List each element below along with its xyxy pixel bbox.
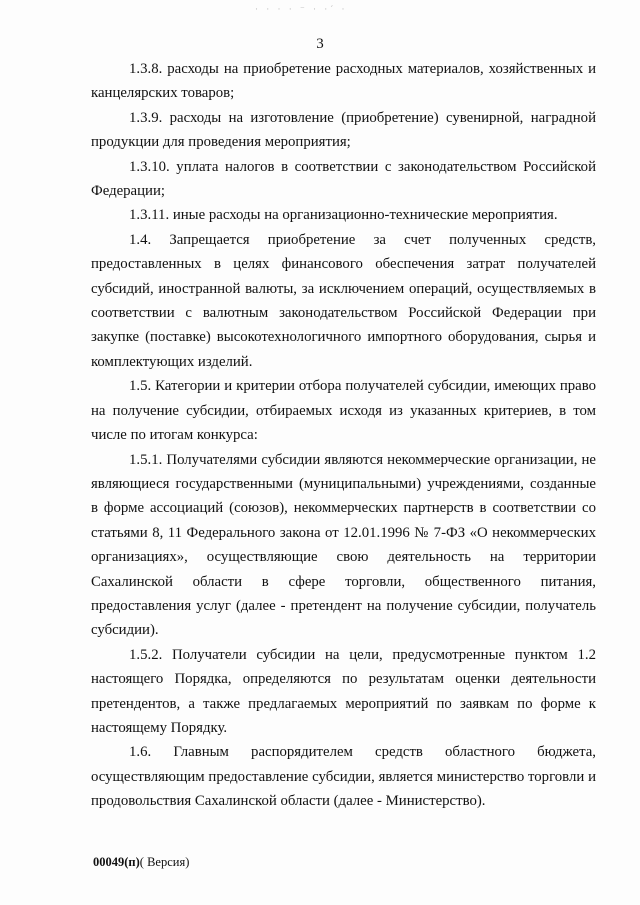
paragraph-1-3-11: 1.3.11. иные расходы на организационно-технические мероприятия. (129, 207, 558, 224)
paragraph-1-5-2: 1.5.2. Получатели субсидии на цели, предусмотренные пунктом 1.2 настоящего Порядка, определяются по результатам оценки деятельности претендентов, а также предлагаемых мероприятий по заявкам по форме к настоящему Порядку. (91, 646, 596, 736)
document-footer (93, 855, 189, 870)
paragraph-1-3-8: 1.3.8. расходы на приобретение расходных материалов, хозяйственных и канцелярских товаров; (91, 61, 596, 102)
document-body (91, 57, 596, 814)
paragraph-1-4: 1.4. Запрещается приобретение за счет полученных средств, предоставленных в целях финансового обеспечения затрат получателей субсидий, иностранной валюты, за исключением операций, осуществляемых в соответствии с валютным законодательством Российской Федерации при закупке (поставке) высокотехнологичного импортного оборудования, сырья и комплектующих изделий. (91, 231, 596, 370)
footer-code: 00049(п) (93, 855, 140, 869)
page-number: 3 (316, 36, 324, 52)
footer-version: ( Версия) (139, 855, 190, 869)
paragraph-1-5: 1.5. Категории и критерии отбора получателей субсидии, имеющих право на получение субсидии, отбираемых исходя из указанных критериев, в том числе по итогам конкурса: (91, 378, 596, 444)
paragraph-1-3-10: 1.3.10. уплата налогов в соответствии с законодательством Российской Федерации; (91, 158, 596, 200)
scan-artifact: · · · · ⁻ · ·ˊ · (255, 4, 348, 14)
paragraph-1-3-9: 1.3.9. расходы на изготовление (приобретение) сувенирной, наградной продукции для проведения мероприятия; (91, 109, 596, 151)
paragraph-1-5-1: 1.5.1. Получателями субсидии являются некоммерческие организации, не являющиеся государственными (муниципальными) учреждениями, созданные в форме ассоциаций (союзов), некоммерческих партнерств в соответствии со статьями 8, 11 Федерального закона от 12.01.1996 № 7-ФЗ «О некоммерческих организациях», осуществляющие свою деятельность на территории Сахалинской области в сфере торговли, общественного питания, предоставления услуг (далее - претендент на получение субсидии, получатель субсидии). (91, 451, 596, 639)
paragraph-1-6: 1.6. Главным распорядителем средств областного бюджета, осуществляющим предоставление субсидии, является министерство торговли и продовольствия Сахалинской области (далее - Министерство). (91, 744, 596, 810)
